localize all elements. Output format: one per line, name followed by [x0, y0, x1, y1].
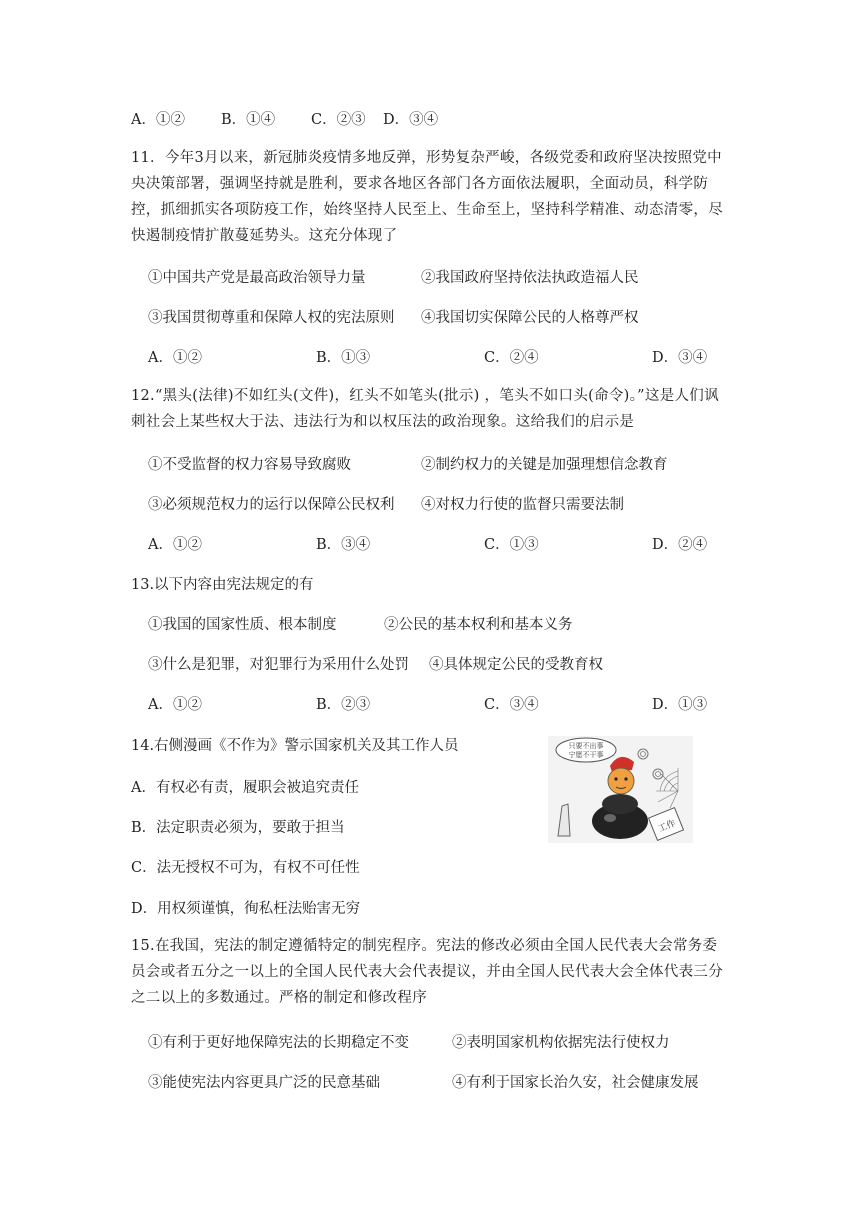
cartoon-image: [548, 736, 693, 843]
q14-option-d: D．用权须谨慎，徇私枉法贻害无穷: [131, 901, 361, 917]
q12-option-a: A．①②: [148, 537, 202, 553]
q13-option-a: A．①②: [148, 697, 202, 713]
q12-option-d: D．②④: [652, 537, 708, 553]
q13-item-3: ③什么是犯罪，对犯罪行为采用什么处罚: [148, 657, 409, 673]
q12-stem: 12.“黑头(法律)不如红头(文件)，红头不如笔头(批示) ，笔头不如口头(命令)。”这是人们讽刺社会上某些权大于法、违法行为和以权压法的政治现象。这给我们的启示是: [131, 388, 719, 430]
q13-item-4: ④具体规定公民的受教育权: [429, 657, 603, 673]
q14-option-b: B．法定职责必须为，要敢于担当: [131, 820, 345, 836]
q13-item-1: ①我国的国家性质、根本制度: [148, 617, 337, 633]
q10-option-c: C．②③: [311, 112, 366, 128]
q14-option-a: A．有权必有责，履职会被追究责任: [131, 780, 359, 796]
q13-option-c: C．③④: [484, 697, 539, 713]
q13-stem: 13.以下内容由宪法规定的有: [131, 577, 314, 593]
q10-option-d: D．③④: [383, 112, 439, 128]
q11-option-c: C．②④: [484, 350, 539, 366]
q15-item-2: ②表明国家机构依据宪法行使权力: [452, 1035, 670, 1051]
q15-item-3: ③能使宪法内容更具广泛的民意基础: [148, 1075, 380, 1091]
q11-option-d: D．③④: [652, 350, 708, 366]
q15-item-1: ①有利于更好地保障宪法的长期稳定不变: [148, 1035, 409, 1051]
q14-stem: 14.右侧漫画《不作为》警示国家机关及其工作人员: [131, 738, 459, 754]
q11-item-1: ①中国共产党是最高政治领导力量: [148, 270, 366, 286]
q12-option-b: B．③④: [316, 537, 371, 553]
q12-item-2: ②制约权力的关键是加强理想信念教育: [421, 457, 668, 473]
q13-option-d: D．①③: [652, 697, 708, 713]
q12-item-3: ③必须规范权力的运行以保障公民权利: [148, 497, 395, 513]
q13-option-b: B．②③: [316, 697, 371, 713]
q11-option-b: B．①③: [316, 350, 371, 366]
q15-stem: 15.在我国，宪法的制定遵循特定的制宪程序。宪法的修改必须由全国人民代表大会常务委员会或者五分之一以上的全国人民代表大会代表提议，并由全国人民代表大会全体代表三分之二以上的多数通过。严格的制定和修改程序: [131, 938, 723, 1006]
cartoon-bubble-line-2: 宁愿不干事: [568, 751, 604, 759]
q11-item-4: ④我国切实保障公民的人格尊严权: [421, 310, 639, 326]
q11-item-3: ③我国贯彻尊重和保障人权的宪法原则: [148, 310, 395, 326]
q11-option-a: A．①②: [148, 350, 202, 366]
q13-item-2: ②公民的基本权利和基本义务: [384, 617, 573, 633]
q12-item-4: ④对权力行使的监督只需要法制: [421, 497, 624, 513]
q10-option-a: A．①②: [131, 112, 185, 128]
q12-option-c: C．①③: [484, 537, 539, 553]
q11-stem: 11．今年3月以来，新冠肺炎疫情多地反弹，形势复杂严峻，各级党委和政府坚决按照党中央决策部署，强调坚持就是胜利，要求各地区各部门各方面依法履职，全面动员，科学防控，抓细抓实各项防疫工作，始终坚持人民至上、生命至上，坚持科学精准、动态清零，尽快遏制疫情扩散蔓延势头。这充分体现了: [131, 150, 723, 244]
q12-item-1: ①不受监督的权力容易导致腐败: [148, 457, 351, 473]
q14-option-c: C．法无授权不可为，有权不可任性: [131, 860, 360, 876]
cartoon-file-label: 工作: [656, 818, 678, 835]
cartoon-bubble-line-1: 只要不出事: [568, 742, 604, 750]
q10-option-b: B．①④: [221, 112, 276, 128]
q15-item-4: ④有利于国家长治久安，社会健康发展: [452, 1075, 699, 1091]
q11-item-2: ②我国政府坚持依法执政造福人民: [421, 270, 639, 286]
